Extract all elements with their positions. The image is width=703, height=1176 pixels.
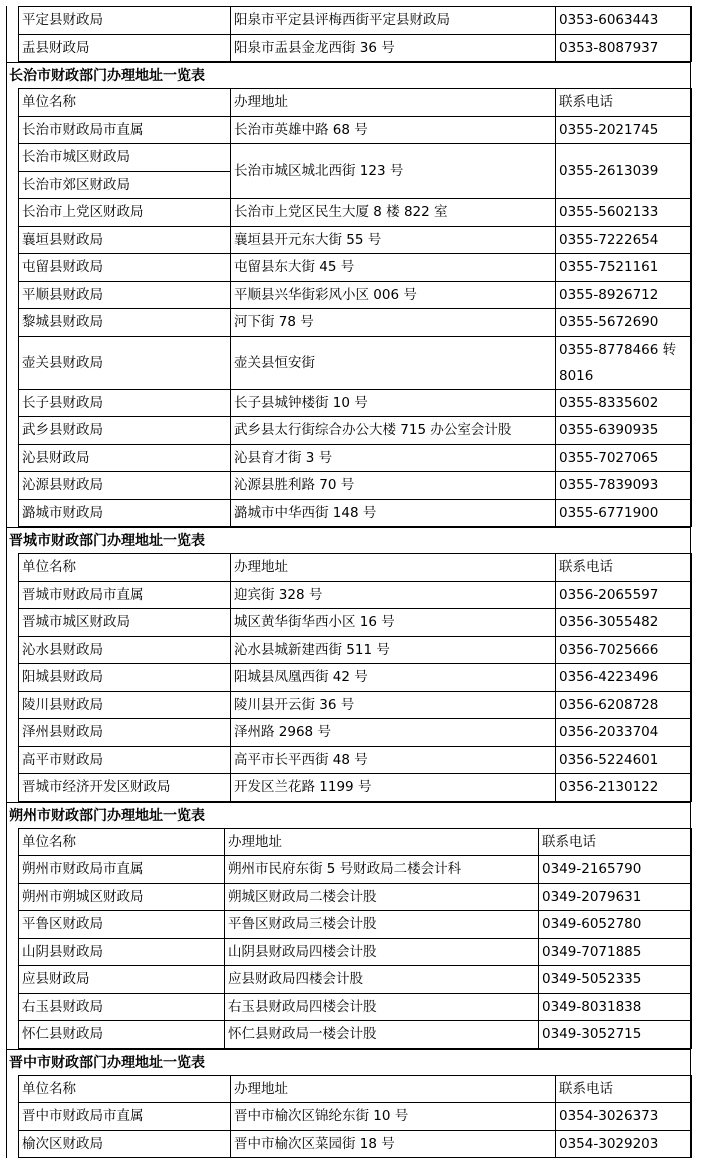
table-row — [19, 34, 692, 62]
column-header-address: 办理地址 — [231, 89, 556, 117]
unit-name-cell: 武乡县财政局 — [19, 417, 231, 445]
table-header-row — [19, 1075, 692, 1103]
table-header-row — [19, 89, 692, 117]
address-table — [18, 88, 692, 527]
phone-cell: 0349-6052780 — [539, 911, 692, 939]
unit-name-cell: 右玉县财政局 — [19, 993, 225, 1021]
table-row — [19, 472, 692, 500]
column-header-address: 办理地址 — [225, 828, 539, 856]
address-cell: 高平市长平西街 48 号 — [231, 746, 556, 774]
phone-cell: 0356-6208728 — [556, 691, 692, 719]
table-row — [19, 691, 692, 719]
address-cell: 壶关县恒安街 — [231, 336, 556, 389]
unit-name-cell: 长治市上党区财政局 — [19, 199, 231, 227]
address-table — [18, 6, 692, 62]
column-header-name: 单位名称 — [19, 89, 231, 117]
phone-cell: 0355-7839093 — [556, 472, 692, 500]
unit-name-cell: 晋城市城区财政局 — [19, 609, 231, 637]
table-row — [19, 636, 692, 664]
phone-cell: 0355-6771900 — [556, 499, 692, 527]
address-cell: 沁县育才街 3 号 — [231, 444, 556, 472]
phone-cell: 0355-7027065 — [556, 444, 692, 472]
address-cell: 平顺县兴华街彩风小区 006 号 — [231, 281, 556, 309]
address-cell: 长治市英雄中路 68 号 — [231, 116, 556, 144]
table-row — [19, 444, 692, 472]
phone-cell: 0355-5672690 — [556, 309, 692, 337]
table-row — [19, 746, 692, 774]
address-cell: 沁水县城新建西街 511 号 — [231, 636, 556, 664]
table-row — [19, 883, 692, 911]
phone-cell: 0349-2079631 — [539, 883, 692, 911]
phone-cell: 0353-8087937 — [556, 34, 692, 62]
table-row — [19, 226, 692, 254]
column-header-address: 办理地址 — [231, 1075, 556, 1103]
continued-section — [6, 6, 691, 62]
unit-name-cell: 沁县财政局 — [19, 444, 231, 472]
column-header-name: 单位名称 — [19, 554, 231, 582]
phone-cell: 0356-2033704 — [556, 719, 692, 747]
address-cell: 陵川县开云街 36 号 — [231, 691, 556, 719]
table-row — [19, 938, 692, 966]
unit-name-cell: 应县财政局 — [19, 966, 225, 994]
table-row — [19, 7, 692, 35]
address-cell: 阳泉市盂县金龙西街 36 号 — [231, 34, 556, 62]
unit-name-cell: 黎城县财政局 — [19, 309, 231, 337]
phone-cell: 0356-2130122 — [556, 774, 692, 802]
unit-name-cell: 长治市城区财政局 — [19, 144, 231, 172]
section-title: 朔州市财政部门办理地址一览表 — [6, 802, 691, 828]
table-row — [19, 336, 692, 389]
address-cell: 沁源县胜利路 70 号 — [231, 472, 556, 500]
phone-cell: 0349-3052715 — [539, 1021, 692, 1049]
address-cell: 平鲁区财政局三楼会计股 — [225, 911, 539, 939]
address-cell: 潞城市中华西街 148 号 — [231, 499, 556, 527]
phone-cell: 0349-5052335 — [539, 966, 692, 994]
unit-name-cell: 盂县财政局 — [19, 34, 231, 62]
address-cell: 迎宾街 328 号 — [231, 581, 556, 609]
unit-name-cell: 长治市郊区财政局 — [19, 171, 231, 199]
unit-name-cell: 阳城县财政局 — [19, 664, 231, 692]
column-header-phone: 联系电话 — [556, 1075, 692, 1103]
address-document — [6, 6, 691, 1158]
section-body — [6, 828, 691, 1049]
column-header-address: 办理地址 — [231, 554, 556, 582]
address-cell: 山阴县财政局四楼会计股 — [225, 938, 539, 966]
phone-cell: 0355-8926712 — [556, 281, 692, 309]
unit-name-cell: 高平市财政局 — [19, 746, 231, 774]
phone-cell: 0349-7071885 — [539, 938, 692, 966]
address-cell: 屯留县东大街 45 号 — [231, 254, 556, 282]
unit-name-cell: 朔州市朔城区财政局 — [19, 883, 225, 911]
table-row — [19, 144, 692, 172]
unit-name-cell: 屯留县财政局 — [19, 254, 231, 282]
table-row — [19, 856, 692, 884]
table-row — [19, 1130, 692, 1158]
phone-cell: 0355-2021745 — [556, 116, 692, 144]
unit-name-cell: 山阴县财政局 — [19, 938, 225, 966]
address-cell: 城区黄华街华西小区 16 号 — [231, 609, 556, 637]
table-row — [19, 581, 692, 609]
unit-name-cell: 沁水县财政局 — [19, 636, 231, 664]
phone-cell: 0356-4223496 — [556, 664, 692, 692]
table-row — [19, 1103, 692, 1131]
address-cell: 朔城区财政局二楼会计股 — [225, 883, 539, 911]
table-row — [19, 417, 692, 445]
unit-name-cell: 泽州县财政局 — [19, 719, 231, 747]
column-header-phone: 联系电话 — [539, 828, 692, 856]
address-cell: 右玉县财政局四楼会计股 — [225, 993, 539, 1021]
column-header-name: 单位名称 — [19, 1075, 231, 1103]
unit-name-cell: 榆次区财政局 — [19, 1130, 231, 1158]
unit-name-cell: 襄垣县财政局 — [19, 226, 231, 254]
phone-cell: 0355-8335602 — [556, 389, 692, 417]
phone-cell: 0354-3026373 — [556, 1103, 692, 1131]
table-row — [19, 774, 692, 802]
unit-name-cell: 平定县财政局 — [19, 7, 231, 35]
phone-cell: 0349-2165790 — [539, 856, 692, 884]
address-cell: 河下街 78 号 — [231, 309, 556, 337]
table-row — [19, 389, 692, 417]
address-cell: 开发区兰花路 1199 号 — [231, 774, 556, 802]
table-row — [19, 309, 692, 337]
unit-name-cell: 长治市财政局市直属 — [19, 116, 231, 144]
address-table — [18, 553, 692, 802]
phone-cell: 0355-7521161 — [556, 254, 692, 282]
section-title: 晋城市财政部门办理地址一览表 — [6, 527, 691, 553]
phone-cell: 0356-2065597 — [556, 581, 692, 609]
phone-cell: 0355-7222654 — [556, 226, 692, 254]
unit-name-cell: 沁源县财政局 — [19, 472, 231, 500]
phone-cell: 0356-7025666 — [556, 636, 692, 664]
address-cell: 武乡县太行街综合办公大楼 715 办公室会计股 — [231, 417, 556, 445]
table-row — [19, 719, 692, 747]
table-row — [19, 499, 692, 527]
phone-cell: 0355-6390935 — [556, 417, 692, 445]
address-cell: 晋中市榆次区菜园街 18 号 — [231, 1130, 556, 1158]
unit-name-cell: 壶关县财政局 — [19, 336, 231, 389]
column-header-phone: 联系电话 — [556, 89, 692, 117]
address-cell: 长治市上党区民生大厦 8 楼 822 室 — [231, 199, 556, 227]
address-cell: 阳城县凤凰西街 42 号 — [231, 664, 556, 692]
address-cell: 长子县城钟楼街 10 号 — [231, 389, 556, 417]
phone-cell: 0355-5602133 — [556, 199, 692, 227]
address-cell: 怀仁县财政局一楼会计股 — [225, 1021, 539, 1049]
table-row — [19, 911, 692, 939]
column-header-name: 单位名称 — [19, 828, 225, 856]
unit-name-cell: 怀仁县财政局 — [19, 1021, 225, 1049]
unit-name-cell: 潞城市财政局 — [19, 499, 231, 527]
address-table — [18, 1075, 692, 1159]
address-cell: 阳泉市平定县评梅西街平定县财政局 — [231, 7, 556, 35]
unit-name-cell: 平顺县财政局 — [19, 281, 231, 309]
section-body — [6, 553, 691, 802]
section-body — [6, 88, 691, 527]
table-row — [19, 609, 692, 637]
table-row — [19, 281, 692, 309]
address-cell: 朔州市民府东街 5 号财政局二楼会计科 — [225, 856, 539, 884]
phone-cell: 0349-8031838 — [539, 993, 692, 1021]
section-title: 晋中市财政部门办理地址一览表 — [6, 1049, 691, 1075]
address-cell: 长治市城区城北西街 123 号 — [231, 144, 556, 199]
table-row — [19, 254, 692, 282]
table-header-row — [19, 828, 692, 856]
unit-name-cell: 晋城市财政局市直属 — [19, 581, 231, 609]
table-row — [19, 116, 692, 144]
table-row — [19, 664, 692, 692]
column-header-phone: 联系电话 — [556, 554, 692, 582]
table-row — [19, 993, 692, 1021]
address-cell: 晋中市榆次区锦纶东街 10 号 — [231, 1103, 556, 1131]
unit-name-cell: 晋中市财政局市直属 — [19, 1103, 231, 1131]
unit-name-cell: 平鲁区财政局 — [19, 911, 225, 939]
phone-cell: 0353-6063443 — [556, 7, 692, 35]
unit-name-cell: 晋城市经济开发区财政局 — [19, 774, 231, 802]
address-cell: 泽州路 2968 号 — [231, 719, 556, 747]
table-header-row — [19, 554, 692, 582]
table-row — [19, 199, 692, 227]
unit-name-cell: 长子县财政局 — [19, 389, 231, 417]
table-row — [19, 1021, 692, 1049]
unit-name-cell: 陵川县财政局 — [19, 691, 231, 719]
section-body — [6, 1075, 691, 1159]
unit-name-cell: 朔州市财政局市直属 — [19, 856, 225, 884]
table-row — [19, 966, 692, 994]
address-cell: 应县财政局四楼会计股 — [225, 966, 539, 994]
address-cell: 襄垣县开元东大街 55 号 — [231, 226, 556, 254]
phone-cell: 0355-8778466 转8016 — [556, 336, 692, 389]
section-title: 长治市财政部门办理地址一览表 — [6, 62, 691, 88]
phone-cell: 0356-5224601 — [556, 746, 692, 774]
phone-cell: 0355-2613039 — [556, 144, 692, 199]
phone-cell: 0354-3029203 — [556, 1130, 692, 1158]
address-table — [18, 828, 692, 1049]
phone-cell: 0356-3055482 — [556, 609, 692, 637]
